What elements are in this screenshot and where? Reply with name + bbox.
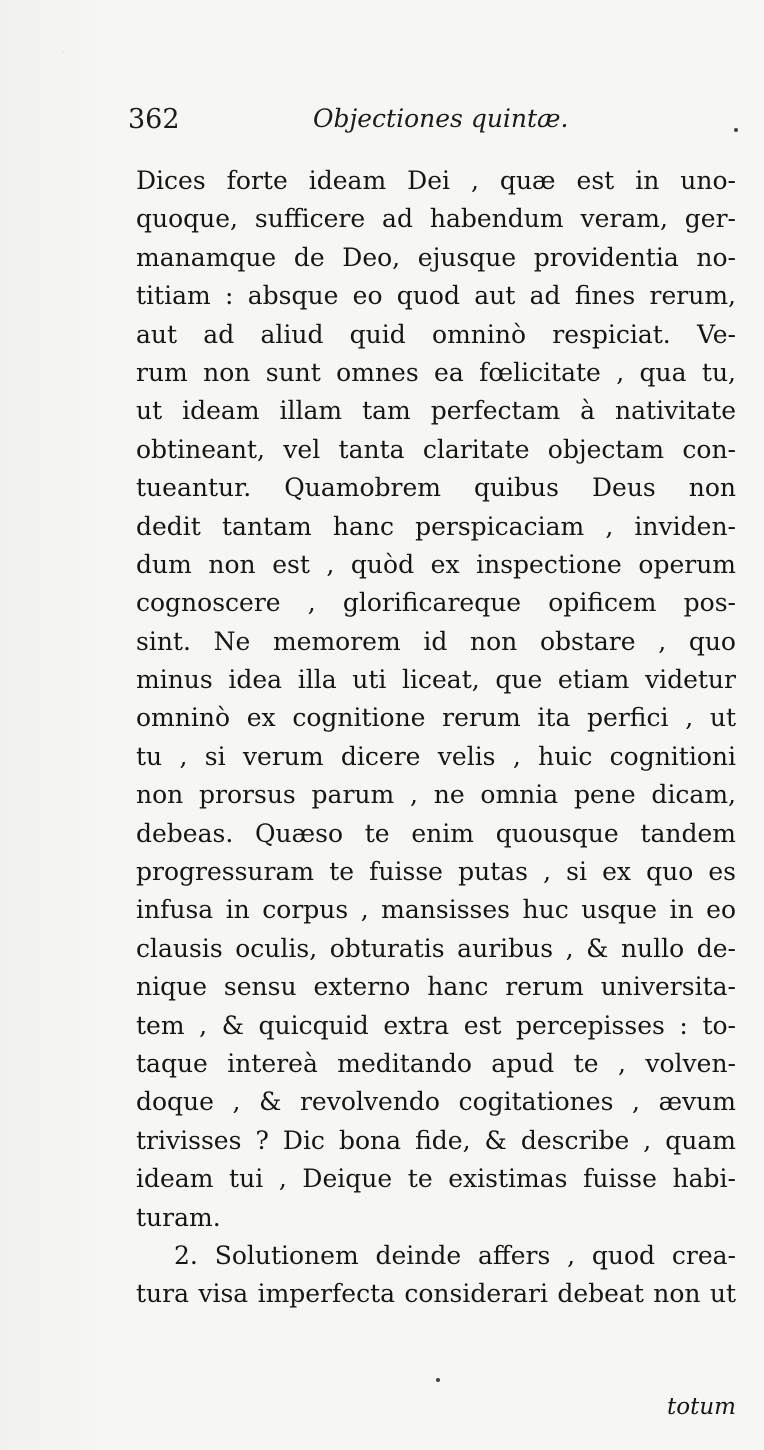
text-line: quoque, sufficere ad habendum veram, ger- [136, 204, 736, 234]
text-line: trivisses ? Dic bona fide, & describe , quam [136, 1125, 736, 1155]
text-line: tura visa imperfecta considerari debeat non ut [136, 1279, 736, 1309]
running-header [128, 104, 728, 144]
text-line: aut ad aliud quid omninò respiciat. Ve- [136, 319, 736, 349]
text-line: Dices forte ideam Dei , quæ est in uno- [136, 166, 736, 195]
text-line: progressuram te fuisse putas , si ex quo es [136, 857, 736, 887]
text-line: tem , & quicquid extra est percepisses : to- [136, 1010, 736, 1040]
page-number: 362 [128, 104, 180, 135]
text-line: tu , si verum dicere velis , huic cognitioni [136, 741, 736, 771]
text-line-paragraph-end: turam. [136, 1202, 221, 1232]
text-line-paragraph-start: 2. Solutionem deinde affers , quod crea- [174, 1240, 736, 1270]
text-line: clausis oculis, obturatis auribus , & nullo de- [136, 933, 736, 963]
running-head-title: Objectiones quintæ. [313, 104, 569, 133]
text-line: taque intereà meditando apud te , volven- [136, 1048, 736, 1078]
text-line: nique sensu externo hanc rerum universita- [136, 972, 736, 1002]
page-gutter [0, 0, 110, 1450]
text-line: dedit tantam hanc perspicaciam , inviden- [136, 511, 736, 541]
text-line: manamque de Deo, ejusque providentia no- [136, 242, 736, 272]
catchword: totum [667, 1394, 736, 1420]
text-line: titiam : absque eo quod aut ad fines rerum, [136, 281, 736, 311]
text-line: doque , & revolvendo cogitationes , ævum [136, 1087, 736, 1117]
text-line: rum non sunt omnes ea fœlicitate , qua tu, [136, 357, 736, 387]
printer-mark [436, 1378, 440, 1382]
text-line: sint. Ne memorem id non obstare , quo [136, 626, 736, 656]
text-line: ut ideam illam tam perfectam à nativitate [136, 396, 736, 426]
printer-mark [734, 128, 738, 132]
text-line: infusa in corpus , mansisses huc usque in eo [136, 895, 736, 925]
text-line: non prorsus parum , ne omnia pene dicam, [136, 780, 736, 810]
text-line: omninò ex cognitione rerum ita perfici , ut [136, 703, 736, 733]
bleed-through-mark: · [60, 40, 67, 64]
text-line: dum non est , quòd ex inspectione operum [136, 549, 736, 579]
body-text [136, 162, 736, 1314]
text-line: tueantur. Quamobrem quibus Deus non [136, 473, 736, 503]
text-line: ideam tui , Deique te existimas fuisse habi- [136, 1164, 736, 1194]
text-line: cognoscere , glorificareque opificem pos- [136, 588, 736, 618]
text-line: obtineant, vel tanta claritate objectam con- [136, 434, 736, 464]
text-line: minus idea illa uti liceat, que etiam videtur [136, 665, 736, 695]
text-line: debeas. Quæso te enim quousque tandem [136, 818, 736, 848]
